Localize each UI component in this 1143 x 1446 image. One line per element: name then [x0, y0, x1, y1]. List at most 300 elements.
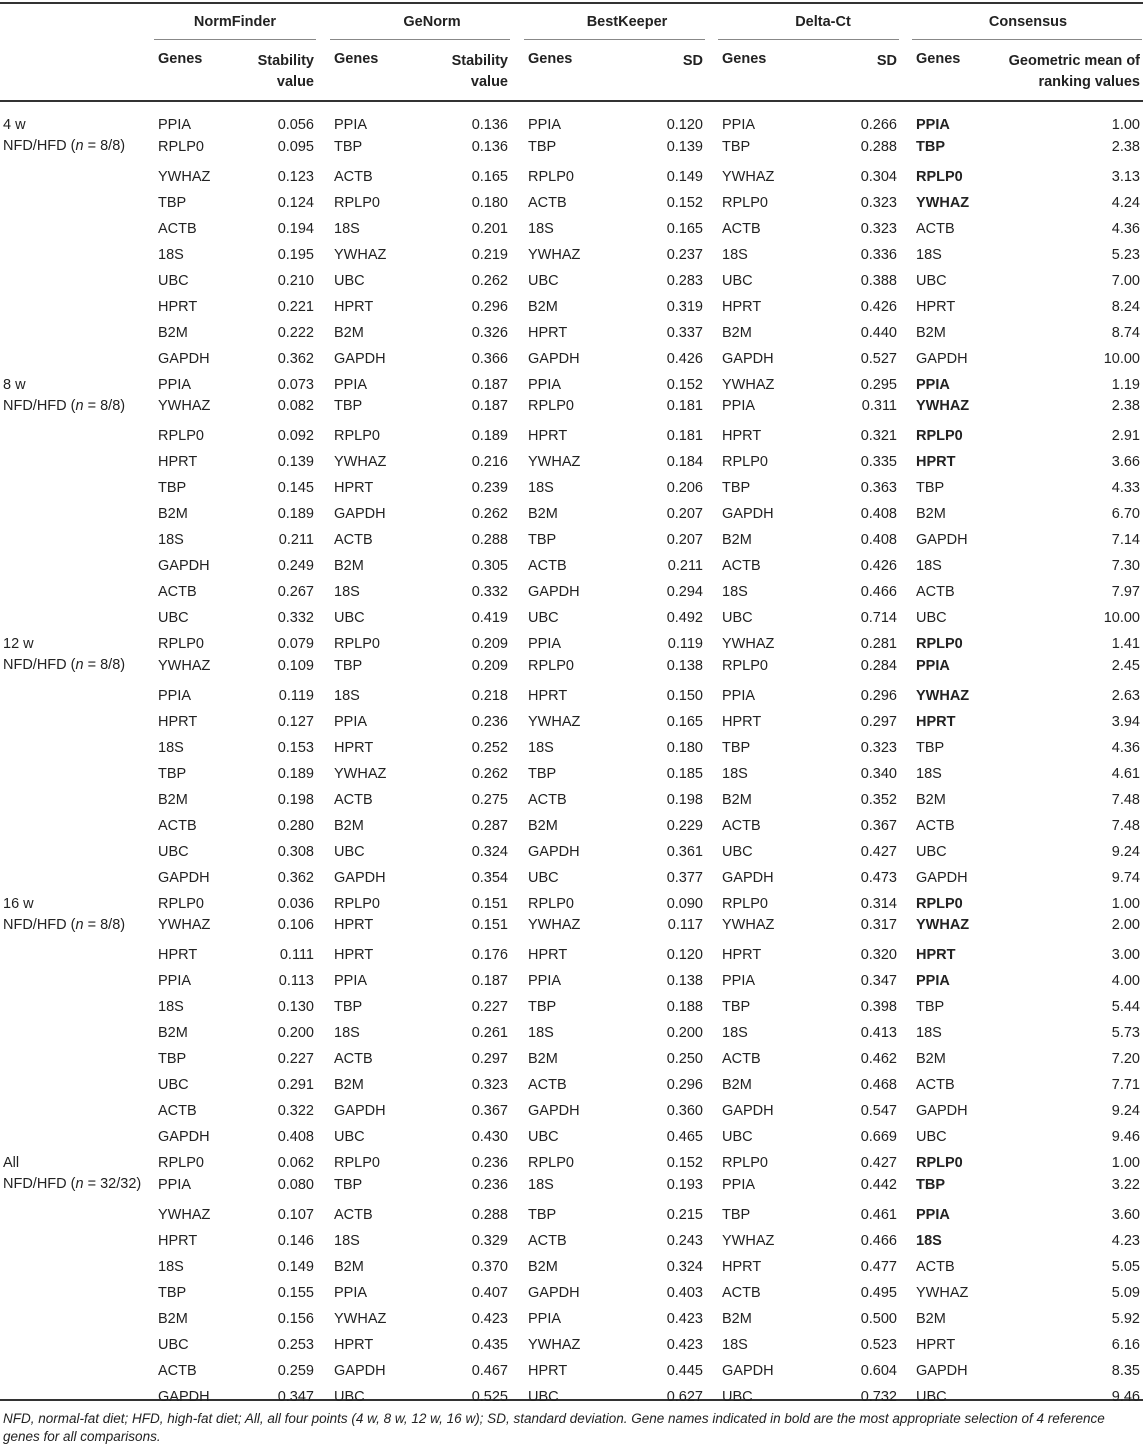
value-cell: 0.419 — [471, 610, 508, 627]
gene-cell: ACTB — [528, 791, 567, 808]
gene-cell: HPRT — [916, 713, 956, 730]
gene-cell: YWHAZ — [722, 168, 775, 185]
gene-cell: UBC — [528, 1129, 559, 1146]
value-cell: 0.281 — [860, 636, 897, 652]
gene-cell: RPLP0 — [916, 428, 963, 445]
value-cell: 8.24 — [1111, 298, 1140, 315]
gene-cell: 18S — [722, 584, 748, 601]
value-cell: 0.284 — [860, 657, 897, 674]
value-cell: 9.24 — [1111, 843, 1140, 860]
gene-cell: GAPDH — [158, 869, 210, 886]
gene-cell: ACTB — [722, 558, 761, 575]
value-cell: 4.33 — [1111, 480, 1140, 497]
column-group-header: GeNorm — [403, 14, 461, 30]
value-cell: 1.00 — [1111, 895, 1140, 912]
value-cell: 0.408 — [277, 1129, 314, 1146]
gene-cell: RPLP0 — [528, 398, 574, 415]
gene-cell: YWHAZ — [916, 1284, 969, 1301]
value-cell: 0.056 — [277, 117, 314, 133]
sublabel-suffix: = 8/8) — [83, 138, 126, 154]
value-cell: 0.236 — [471, 713, 508, 730]
value-cell: 0.296 — [666, 1077, 703, 1094]
gene-cell: B2M — [158, 1310, 188, 1327]
value-cell: 0.547 — [860, 1103, 897, 1120]
gene-cell: YWHAZ — [722, 376, 775, 393]
value-cell: 0.321 — [860, 428, 897, 445]
gene-cell: TBP — [334, 999, 363, 1016]
value-cell: 0.466 — [860, 1232, 897, 1249]
gene-cell: B2M — [916, 1051, 946, 1068]
value-cell: 5.23 — [1111, 246, 1140, 263]
value-cell: 0.136 — [471, 117, 508, 133]
gene-cell: PPIA — [528, 117, 562, 133]
value-cell: 0.322 — [277, 1103, 314, 1120]
gene-cell: PPIA — [158, 117, 192, 133]
value-cell: 0.210 — [277, 272, 314, 289]
value-cell: 7.48 — [1111, 791, 1140, 808]
value-cell: 0.262 — [471, 272, 508, 289]
value-cell: 1.41 — [1111, 636, 1140, 652]
value-cell: 3.13 — [1111, 168, 1140, 185]
value-cell: 0.326 — [471, 324, 508, 341]
value-cell: 0.181 — [666, 398, 703, 415]
value-cell: 0.151 — [471, 917, 508, 934]
gene-cell: YWHAZ — [528, 1336, 581, 1353]
value-cell: 0.332 — [277, 610, 314, 627]
gene-cell: TBP — [528, 138, 557, 155]
gene-cell: HPRT — [528, 428, 568, 445]
gene-cell: GAPDH — [158, 1388, 210, 1405]
value-cell: 0.155 — [277, 1284, 314, 1301]
value-cell: 0.216 — [471, 454, 508, 471]
value-cell: 0.259 — [277, 1362, 314, 1379]
gene-cell: GAPDH — [528, 1103, 580, 1120]
value-cell: 0.156 — [277, 1310, 314, 1327]
value-cell: 5.73 — [1111, 1025, 1140, 1042]
gene-cell: PPIA — [722, 973, 756, 990]
gene-cell: HPRT — [722, 428, 762, 445]
gene-cell: UBC — [916, 610, 947, 627]
gene-cell: ACTB — [916, 817, 955, 834]
gene-cell: PPIA — [334, 1284, 368, 1301]
gene-cell: RPLP0 — [334, 636, 380, 652]
gene-cell: PPIA — [722, 687, 756, 704]
gene-cell: TBP — [916, 739, 945, 756]
gene-cell: YWHAZ — [158, 168, 211, 185]
gene-cell: HPRT — [158, 947, 198, 964]
gene-cell: HPRT — [722, 1258, 762, 1275]
value-cell: 0.495 — [860, 1284, 897, 1301]
value-cell: 0.467 — [471, 1362, 508, 1379]
gene-cell: UBC — [334, 843, 365, 860]
section-label: 16 w — [3, 895, 34, 912]
value-cell: 0.311 — [861, 398, 897, 415]
gene-cell: TBP — [334, 138, 363, 155]
gene-cell: YWHAZ — [528, 246, 581, 263]
value-cell: 0.435 — [471, 1336, 508, 1353]
gene-cell: PPIA — [528, 1310, 562, 1327]
group-underline — [524, 39, 705, 40]
gene-cell: RPLP0 — [334, 194, 380, 211]
value-cell: 3.22 — [1111, 1176, 1140, 1193]
value-cell: 0.347 — [860, 973, 897, 990]
gene-cell: B2M — [334, 324, 364, 341]
gene-cell: TBP — [916, 999, 945, 1016]
value-cell: 0.189 — [277, 506, 314, 523]
section-label: 4 w — [3, 117, 26, 133]
sublabel-prefix: NFD/HFD ( — [3, 397, 76, 414]
gene-cell: TBP — [916, 1176, 945, 1193]
value-cell: 0.193 — [666, 1176, 703, 1193]
value-cell: 0.184 — [666, 454, 703, 471]
value-cell: 0.195 — [277, 246, 314, 263]
value-cell: 6.70 — [1111, 506, 1140, 523]
value-cell: 0.288 — [471, 532, 508, 549]
sublabel-prefix: NFD/HFD ( — [3, 657, 76, 673]
value-cell: 0.669 — [860, 1129, 897, 1146]
value-column-header: SD — [682, 53, 703, 69]
value-cell: 0.492 — [666, 610, 703, 627]
gene-cell: PPIA — [722, 117, 756, 133]
gene-cell: GAPDH — [158, 558, 210, 575]
gene-cell: PPIA — [916, 117, 950, 133]
value-cell: 0.201 — [471, 220, 508, 237]
gene-cell: UBC — [916, 1388, 947, 1405]
value-column-header: Stability value — [451, 53, 508, 90]
value-cell: 9.46 — [1111, 1388, 1140, 1405]
value-cell: 0.297 — [471, 1051, 508, 1068]
value-cell: 0.236 — [471, 1155, 508, 1171]
value-cell: 0.249 — [277, 558, 314, 575]
value-cell: 0.111 — [279, 947, 314, 964]
gene-cell: GAPDH — [334, 350, 386, 367]
gene-cell: TBP — [334, 398, 363, 415]
value-cell: 4.00 — [1111, 973, 1140, 990]
value-cell: 0.209 — [471, 636, 508, 652]
gene-cell: GAPDH — [158, 350, 210, 367]
gene-cell: HPRT — [722, 713, 762, 730]
value-cell: 0.317 — [860, 917, 897, 934]
value-cell: 2.45 — [1111, 657, 1140, 674]
value-cell: 0.465 — [666, 1129, 703, 1146]
value-cell: 0.473 — [860, 869, 897, 886]
gene-cell: GAPDH — [722, 350, 774, 367]
value-cell: 2.00 — [1111, 917, 1140, 934]
gene-cell: UBC — [334, 272, 365, 289]
value-column-header: Geometric mean of ranking values — [1008, 53, 1140, 90]
section-sublabel — [3, 1176, 141, 1192]
gene-cell: UBC — [916, 1129, 947, 1146]
value-cell: 0.200 — [666, 1025, 703, 1042]
value-cell: 0.377 — [666, 869, 703, 886]
gene-cell: UBC — [158, 1077, 189, 1094]
value-cell: 0.113 — [278, 973, 314, 990]
value-cell: 0.207 — [666, 506, 703, 523]
gene-cell: ACTB — [334, 168, 373, 185]
value-cell: 0.367 — [860, 817, 897, 834]
value-cell: 0.426 — [666, 350, 703, 367]
value-cell: 0.106 — [277, 917, 314, 934]
value-cell: 7.71 — [1111, 1077, 1140, 1094]
value-cell: 0.304 — [860, 168, 897, 185]
value-cell: 0.423 — [666, 1310, 703, 1327]
gene-cell: TBP — [528, 1206, 557, 1223]
gene-cell: UBC — [722, 610, 753, 627]
gene-cell: HPRT — [158, 298, 198, 315]
value-cell: 0.430 — [471, 1129, 508, 1146]
value-cell: 0.347 — [277, 1388, 314, 1405]
value-cell: 0.477 — [860, 1258, 897, 1275]
value-cell: 0.073 — [277, 376, 314, 393]
value-cell: 0.239 — [471, 480, 508, 497]
value-cell: 0.427 — [860, 1155, 897, 1171]
value-cell: 0.308 — [277, 843, 314, 860]
value-cell: 0.107 — [277, 1206, 314, 1223]
value-cell: 0.207 — [666, 532, 703, 549]
gene-cell: PPIA — [528, 973, 562, 990]
value-cell: 0.332 — [471, 584, 508, 601]
value-cell: 9.74 — [1111, 869, 1140, 886]
section-sublabel — [3, 398, 125, 414]
gene-cell: UBC — [722, 272, 753, 289]
gene-cell: ACTB — [158, 817, 197, 834]
gene-cell: HPRT — [528, 687, 568, 704]
gene-cell: ACTB — [334, 1206, 373, 1223]
value-cell: 0.149 — [277, 1258, 314, 1275]
gene-cell: 18S — [334, 687, 360, 704]
value-cell: 9.24 — [1111, 1103, 1140, 1120]
value-cell: 6.16 — [1111, 1336, 1140, 1353]
gene-cell: 18S — [334, 584, 360, 601]
gene-cell: ACTB — [158, 220, 197, 237]
value-cell: 0.124 — [277, 194, 314, 211]
value-cell: 0.136 — [471, 138, 508, 155]
value-cell: 0.120 — [666, 117, 703, 133]
value-cell: 0.262 — [471, 765, 508, 782]
value-cell: 0.080 — [277, 1176, 314, 1193]
value-cell: 0.297 — [860, 713, 897, 730]
value-cell: 3.94 — [1111, 713, 1140, 730]
value-cell: 0.388 — [860, 272, 897, 289]
value-cell: 0.218 — [471, 687, 508, 704]
gene-cell: B2M — [722, 791, 752, 808]
gene-cell: UBC — [158, 1336, 189, 1353]
gene-cell: TBP — [158, 1051, 187, 1068]
genes-column-header: Genes — [722, 51, 767, 67]
value-cell: 0.095 — [277, 138, 314, 155]
group-underline — [330, 39, 510, 40]
gene-cell: ACTB — [916, 220, 955, 237]
sublabel-n-variable: n — [75, 397, 84, 414]
gene-cell: YWHAZ — [334, 1310, 387, 1327]
gene-cell: YWHAZ — [722, 1232, 775, 1249]
gene-cell: UBC — [334, 610, 365, 627]
gene-cell: YWHAZ — [334, 454, 387, 471]
gene-cell: HPRT — [528, 324, 568, 341]
value-cell: 0.180 — [471, 194, 508, 211]
value-cell: 4.23 — [1111, 1232, 1140, 1249]
gene-cell: YWHAZ — [158, 1206, 211, 1223]
value-cell: 0.206 — [666, 480, 703, 497]
value-cell: 7.48 — [1111, 817, 1140, 834]
gene-cell: HPRT — [916, 1336, 956, 1353]
value-cell: 0.288 — [860, 138, 897, 155]
value-cell: 0.152 — [666, 194, 703, 211]
value-cell: 0.211 — [278, 532, 314, 549]
gene-cell: HPRT — [158, 1232, 198, 1249]
gene-cell: ACTB — [722, 1051, 761, 1068]
gene-cell: UBC — [722, 1388, 753, 1405]
value-cell: 0.138 — [666, 973, 703, 990]
gene-cell: TBP — [334, 1176, 363, 1193]
value-cell: 0.323 — [860, 194, 897, 211]
value-cell: 0.442 — [860, 1176, 897, 1193]
gene-cell: PPIA — [916, 657, 950, 674]
gene-cell: RPLP0 — [722, 895, 768, 912]
value-cell: 0.314 — [860, 895, 897, 912]
gene-cell: ACTB — [158, 584, 197, 601]
gene-cell: 18S — [528, 220, 554, 237]
value-cell: 0.523 — [860, 1336, 897, 1353]
gene-cell: UBC — [158, 610, 189, 627]
value-cell: 0.360 — [666, 1103, 703, 1120]
gene-cell: GAPDH — [722, 869, 774, 886]
gene-cell: ACTB — [528, 194, 567, 211]
value-cell: 7.30 — [1111, 558, 1140, 575]
value-cell: 0.500 — [860, 1310, 897, 1327]
value-cell: 0.253 — [277, 1336, 314, 1353]
gene-cell: PPIA — [334, 376, 368, 393]
column-group-header: BestKeeper — [586, 14, 668, 30]
value-cell: 0.152 — [666, 376, 703, 393]
genes-column-header: Genes — [916, 51, 961, 67]
gene-cell: GAPDH — [334, 1362, 386, 1379]
gene-cell: ACTB — [528, 1232, 567, 1249]
value-cell: 0.187 — [471, 398, 508, 415]
value-cell: 0.090 — [666, 895, 703, 912]
value-cell: 9.46 — [1111, 1129, 1140, 1146]
gene-cell: GAPDH — [722, 1362, 774, 1379]
gene-cell: 18S — [334, 1025, 360, 1042]
gene-cell: B2M — [722, 1310, 752, 1327]
sublabel-suffix: = 8/8) — [83, 916, 126, 933]
gene-cell: ACTB — [916, 1258, 955, 1275]
gene-cell: HPRT — [334, 739, 374, 756]
gene-cell: 18S — [528, 480, 554, 497]
gene-cell: RPLP0 — [334, 895, 380, 912]
gene-cell: GAPDH — [916, 869, 968, 886]
gene-cell: 18S — [916, 1232, 942, 1249]
gene-cell: HPRT — [334, 917, 374, 934]
gene-cell: B2M — [528, 298, 558, 315]
value-cell: 0.082 — [277, 398, 314, 415]
sublabel-n-variable: n — [75, 138, 84, 154]
gene-cell: UBC — [916, 272, 947, 289]
gene-cell: PPIA — [916, 1206, 950, 1223]
value-cell: 0.440 — [860, 324, 897, 341]
gene-cell: 18S — [916, 558, 942, 575]
value-cell: 0.288 — [471, 1206, 508, 1223]
gene-cell: 18S — [916, 246, 942, 263]
gene-cell: GAPDH — [916, 350, 968, 367]
gene-cell: ACTB — [158, 1362, 197, 1379]
value-cell: 0.323 — [471, 1077, 508, 1094]
gene-cell: RPLP0 — [916, 1155, 963, 1171]
gene-cell: RPLP0 — [158, 428, 204, 445]
value-cell: 0.323 — [860, 739, 897, 756]
value-cell: 0.198 — [666, 791, 703, 808]
gene-cell: B2M — [334, 1258, 364, 1275]
gene-cell: GAPDH — [334, 506, 386, 523]
value-cell: 0.427 — [860, 843, 897, 860]
value-cell: 0.252 — [471, 739, 508, 756]
value-cell: 0.714 — [860, 610, 897, 627]
section-sublabel — [3, 138, 125, 154]
value-cell: 0.079 — [277, 636, 314, 652]
gene-cell: 18S — [158, 1258, 184, 1275]
gene-cell: ACTB — [334, 791, 373, 808]
value-cell: 0.119 — [278, 687, 314, 704]
gene-cell: RPLP0 — [722, 1155, 768, 1171]
gene-cell: TBP — [722, 739, 751, 756]
gene-cell: B2M — [158, 791, 188, 808]
gene-cell: YWHAZ — [916, 917, 970, 934]
group-underline — [718, 39, 899, 40]
value-cell: 0.462 — [860, 1051, 897, 1068]
gene-cell: PPIA — [722, 398, 756, 415]
gene-cell: YWHAZ — [722, 917, 775, 934]
gene-cell: TBP — [334, 657, 363, 674]
gene-cell: UBC — [158, 843, 189, 860]
value-cell: 0.361 — [666, 843, 703, 860]
value-cell: 0.337 — [666, 324, 703, 341]
gene-cell: TBP — [722, 1206, 751, 1223]
gene-cell: 18S — [722, 1336, 748, 1353]
value-cell: 0.320 — [860, 947, 897, 964]
gene-cell: RPLP0 — [528, 168, 574, 185]
value-column-header: Stability value — [257, 53, 314, 90]
value-cell: 4.36 — [1111, 739, 1140, 756]
gene-cell: PPIA — [334, 117, 368, 133]
gene-cell: YWHAZ — [916, 194, 970, 211]
value-cell: 0.153 — [277, 739, 314, 756]
genes-column-header: Genes — [158, 51, 203, 67]
value-cell: 0.366 — [471, 350, 508, 367]
value-cell: 0.525 — [471, 1388, 508, 1405]
gene-cell: TBP — [916, 138, 945, 155]
value-cell: 0.423 — [471, 1310, 508, 1327]
gene-cell: GAPDH — [158, 1129, 210, 1146]
value-cell: 0.262 — [471, 506, 508, 523]
value-cell: 0.127 — [277, 713, 314, 730]
value-cell: 0.176 — [471, 947, 508, 964]
gene-cell: 18S — [158, 999, 184, 1016]
gene-cell: PPIA — [158, 1176, 192, 1193]
gene-cell: GAPDH — [722, 506, 774, 523]
gene-cell: 18S — [528, 739, 554, 756]
gene-cell: YWHAZ — [334, 246, 387, 263]
gene-cell: YWHAZ — [334, 765, 387, 782]
gene-cell: RPLP0 — [528, 657, 574, 674]
gene-cell: B2M — [528, 1051, 558, 1068]
gene-cell: GAPDH — [916, 1362, 968, 1379]
value-cell: 0.152 — [666, 1155, 703, 1171]
gene-cell: B2M — [528, 1258, 558, 1275]
gene-cell: GAPDH — [334, 1103, 386, 1120]
value-cell: 0.352 — [860, 791, 897, 808]
value-cell: 0.194 — [277, 220, 314, 237]
gene-cell: 18S — [528, 1176, 554, 1193]
